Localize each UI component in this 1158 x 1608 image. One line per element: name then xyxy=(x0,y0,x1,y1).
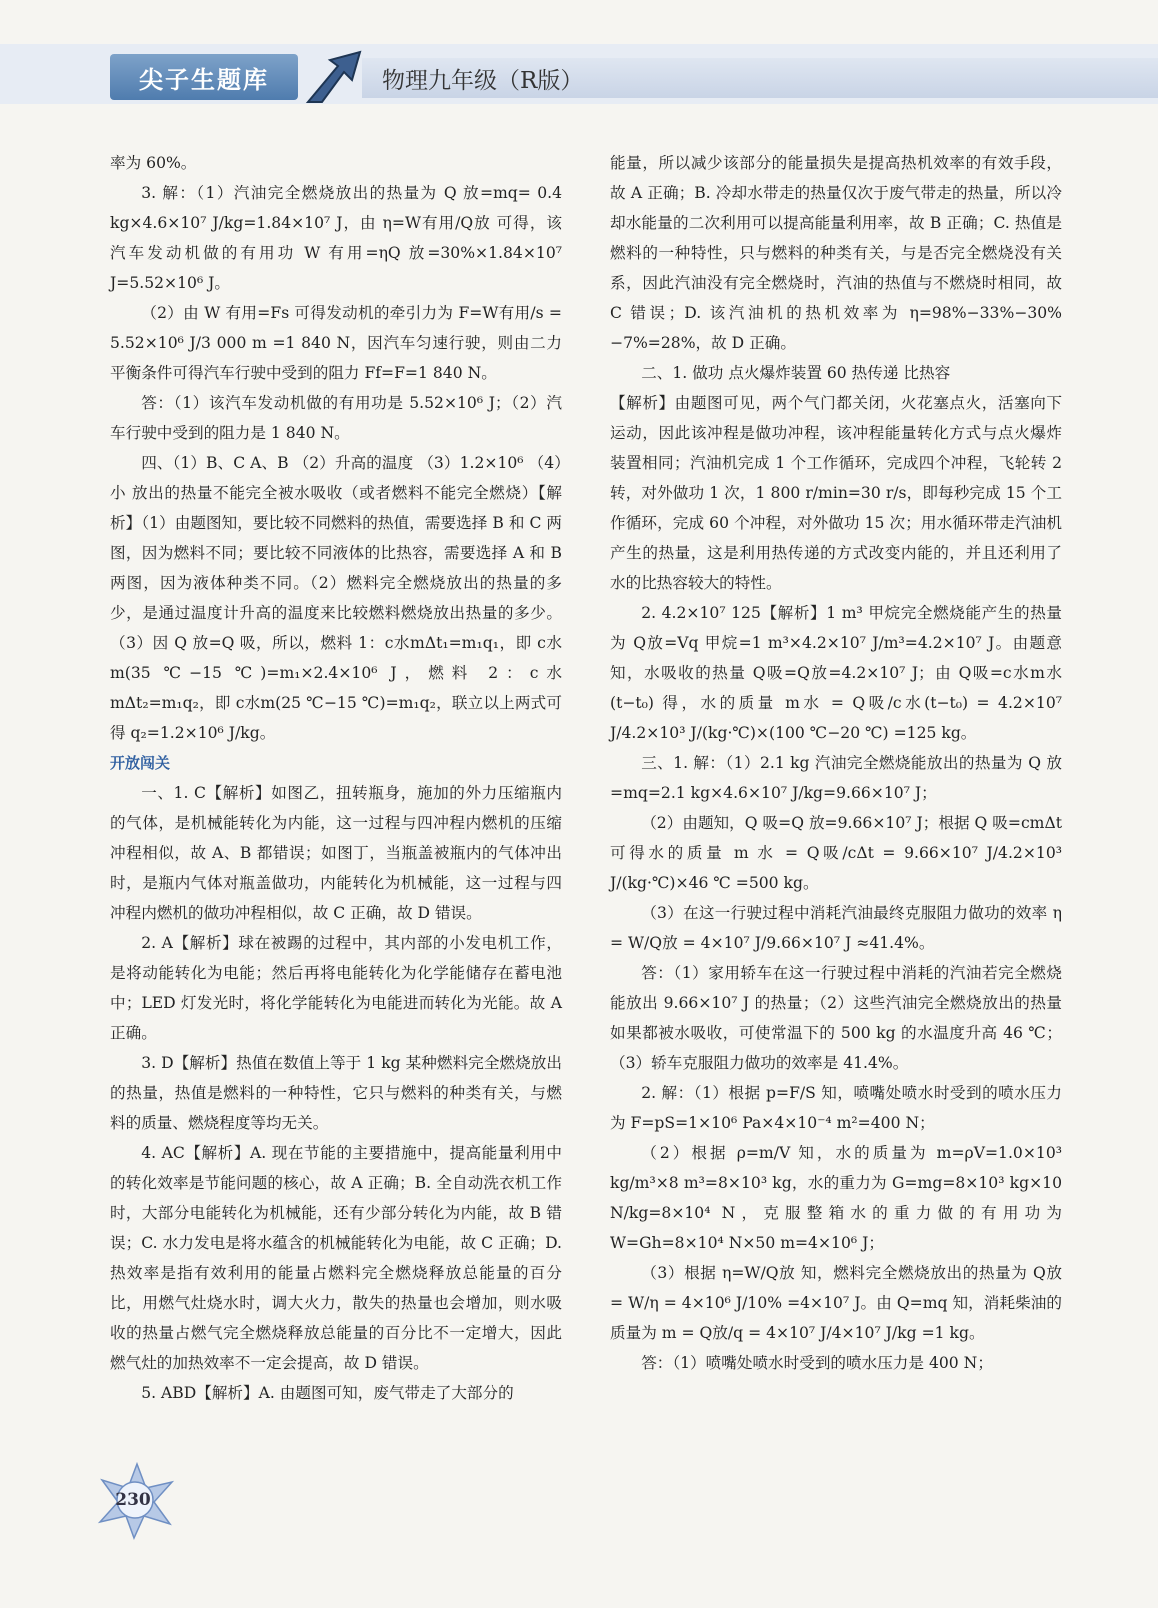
answer-paragraph: （2）根据 ρ=m/V 知，水的质量为 m=ρV=1.0×10³ kg/m³×8 m³=8×10³ kg，水的重力为 G=mg=8×10³ kg×10 N/kg=8×10⁴ N，克服整箱水的重力做的有用功为 W=Gh=8×10⁴ N×50 m=4×10⁶ J； xyxy=(610,1144,1062,1252)
answer-paragraph: （2）由题知，Q 吸=Q 放=9.66×10⁷ J；根据 Q 吸=cmΔt 可得水的质量 m 水 = Q吸/cΔt = 9.66×10⁷ J/4.2×10³ J/(kg·℃)×46 ℃ =500 kg。 xyxy=(610,814,1062,892)
section-title: 开放闯关 xyxy=(110,754,171,772)
page-number: 230 xyxy=(115,1490,151,1510)
arrow-icon xyxy=(300,46,366,106)
answer-paragraph: （2）由 W 有用=Fs 可得发动机的牵引力为 F=W有用/s = 5.52×10⁶ J/3 000 m =1 840 N，因汽车匀速行驶，则由二力平衡条件可得汽车行驶中受到的阻力 Ff=F=1 840 N。 xyxy=(110,304,562,382)
answer-paragraph: 四、（1）B、C A、B （2）升高的温度 （3）1.2×10⁶ （4）小 放出的热量不能完全被水吸收（或者燃料不能完全燃烧）【解析】（1）由题图知，要比较不同燃料的热值，需要选择 B 和 C 两图，因为燃料不同；要比较不同液体的比热容，需要选择 A 和 B 两图，因为液体种类不同。（2）燃料完全燃烧放出的热量的多少，是通过温度计升高的温度来比较燃料燃烧放出热量的多少。（3）因 Q 放=Q 吸，所以，燃料 1：c水mΔt₁=m₁q₁，即 c水m(35 ℃−15 ℃)=m₁×2.4×10⁶ J，燃料 2：c水mΔt₂=m₁q₂，即 c水m(25 ℃−15 ℃)=m₁q₂，联立以上两式可得 q₂=1.2×10⁶ J/kg。 xyxy=(110,454,562,742)
answer-paragraph: （3）在这一行驶过程中消耗汽油最终克服阻力做功的效率 η = W/Q放 = 4×10⁷ J/9.66×10⁷ J ≈41.4%。 xyxy=(610,904,1062,952)
answer-paragraph: 3. D【解析】热值在数值上等于 1 kg 某种燃料完全燃烧放出的热量，热值是燃料的一种特性，它只与燃料的种类有关，与燃料的质量、燃烧程度等均无关。 xyxy=(110,1054,562,1132)
answer-paragraph: 4. AC【解析】A. 现在节能的主要措施中，提高能量利用中的转化效率是节能问题的核心，故 A 正确；B. 全自动洗衣机工作时，大部分电能转化为机械能，还有少部分转化为内能，故 B 错误；C. 水力发电是将水蕴含的机械能转化为电能，故 C 正确；D. 热效率是指有效利用的能量占燃料完全燃烧释放总能量的百分比，用燃气灶烧水时，调大火力，散失的热量也会增加，则水吸收的热量占燃气完全燃烧释放总能量的百分比不一定增大，因此燃气灶的加热效率不一定会提高，故 D 错误。 xyxy=(110,1144,562,1372)
answer-paragraph: 二、1. 做功 点火爆炸装置 60 热传递 比热容 xyxy=(641,364,951,382)
left-column xyxy=(110,148,562,1408)
answer-paragraph: 2. 4.2×10⁷ 125【解析】1 m³ 甲烷完全燃烧能产生的热量为 Q放=Vq 甲烷=1 m³×4.2×10⁷ J/m³=4.2×10⁷ J。由题意知，水吸收的热量 Q吸=Q放=4.2×10⁷ J；由 Q吸=c水m水(t−t₀) 得，水的质量 m水 = Q吸/c水(t−t₀) = 4.2×10⁷ J/4.2×10³ J/(kg·℃)×(100 ℃−20 ℃) =125 kg。 xyxy=(610,604,1062,742)
answer-paragraph: 能量，所以减少该部分的能量损失是提高热机效率的有效手段，故 A 正确；B. 冷却水带走的热量仅次于废气带走的热量，所以冷却水能量的二次利用可以提高能量利用率，故 B 正确；C. 热值是燃料的一种特性，只与燃料的种类有关，与是否完全燃烧没有关系，因此汽油没有完全燃烧时，汽油的热值与不燃烧时相同，故 C 错误；D. 该汽油机的热机效率为 η=98%−33%−30%−7%=28%，故 D 正确。 xyxy=(610,154,1062,352)
answer-paragraph: 5. ABD【解析】A. 由题图可知，废气带走了大部分的 xyxy=(141,1384,514,1402)
answer-paragraph: 2. 解：（1）根据 p=F/S 知，喷嘴处喷水时受到的喷水压力为 F=pS=1×10⁶ Pa×4×10⁻⁴ m²=400 N； xyxy=(610,1084,1062,1132)
right-column xyxy=(610,148,1062,1378)
subject-title: 物理九年级（R版） xyxy=(362,58,1158,98)
answer-paragraph: 一、1. C【解析】如图乙，扭转瓶身，施加的外力压缩瓶内的气体，是机械能转化为内能，这一过程与四冲程内燃机的压缩冲程相似，故 A、B 都错误；如图丁，当瓶盖被瓶内的气体冲出时，是瓶内气体对瓶盖做功，内能转化为机械能，这一过程与四冲程内燃机的做功冲程相似，故 C 正确，故 D 错误。 xyxy=(110,784,562,922)
answer-paragraph: （3）根据 η=W/Q放 知，燃料完全燃烧放出的热量为 Q放 = W/η = 4×10⁶ J/10% =4×10⁷ J。由 Q=mq 知，消耗柴油的质量为 m = Q放/q = 4×10⁷ J/4×10⁷ J/kg =1 kg。 xyxy=(610,1264,1062,1342)
answer-paragraph: 3. 解：（1）汽油完全燃烧放出的热量为 Q 放=mq= 0.4 kg×4.6×10⁷ J/kg=1.84×10⁷ J，由 η=W有用/Q放 可得，该汽车发动机做的有用功 W 有用=ηQ 放=30%×1.84×10⁷ J=5.52×10⁶ J。 xyxy=(110,184,562,292)
answer-paragraph: 2. A【解析】球在被踢的过程中，其内部的小发电机工作，是将动能转化为电能；然后再将电能转化为化学能储存在蓄电池中；LED 灯发光时，将化学能转化为电能进而转化为光能。故 A 正确。 xyxy=(110,934,562,1042)
answer-paragraph: 答：（1）该汽车发动机做的有用功是 5.52×10⁶ J；（2）汽车行驶中受到的阻力是 1 840 N。 xyxy=(110,394,562,442)
answer-paragraph: 【解析】由题图可见，两个气门都关闭，火花塞点火，活塞向下运动，因此该冲程是做功冲程，该冲程能量转化方式与点火爆炸装置相同；汽油机完成 1 个工作循环，完成四个冲程，飞轮转 2 转，对外做功 1 次，1 800 r/min=30 r/s，即每秒完成 15 个工作循环，完成 60 个冲程，对外做功 15 次；用水循环带走汽油机产生的热量，这是利用热传递的方式改变内能的，并且还利用了水的比热容较大的特性。 xyxy=(610,394,1062,592)
answer-paragraph: 答：（1）喷嘴处喷水时受到的喷水压力是 400 N； xyxy=(641,1354,993,1372)
answer-paragraph: 三、1. 解：（1）2.1 kg 汽油完全燃烧能放出的热量为 Q 放=mq=2.1 kg×4.6×10⁷ J/kg=9.66×10⁷ J； xyxy=(610,754,1062,802)
page-header xyxy=(0,0,1158,110)
answer-paragraph: 率为 60%。 xyxy=(110,154,197,172)
answer-paragraph: 答：（1）家用轿车在这一行驶过程中消耗的汽油若完全燃烧能放出 9.66×10⁷ J 的热量；（2）这些汽油完全燃烧放出的热量如果都被水吸收，可使常温下的 500 kg 的水温度升高 46 ℃；（3）轿车克服阻力做功的效率是 41.4%。 xyxy=(610,964,1062,1072)
brand-title: 尖子生题库 xyxy=(110,54,298,100)
